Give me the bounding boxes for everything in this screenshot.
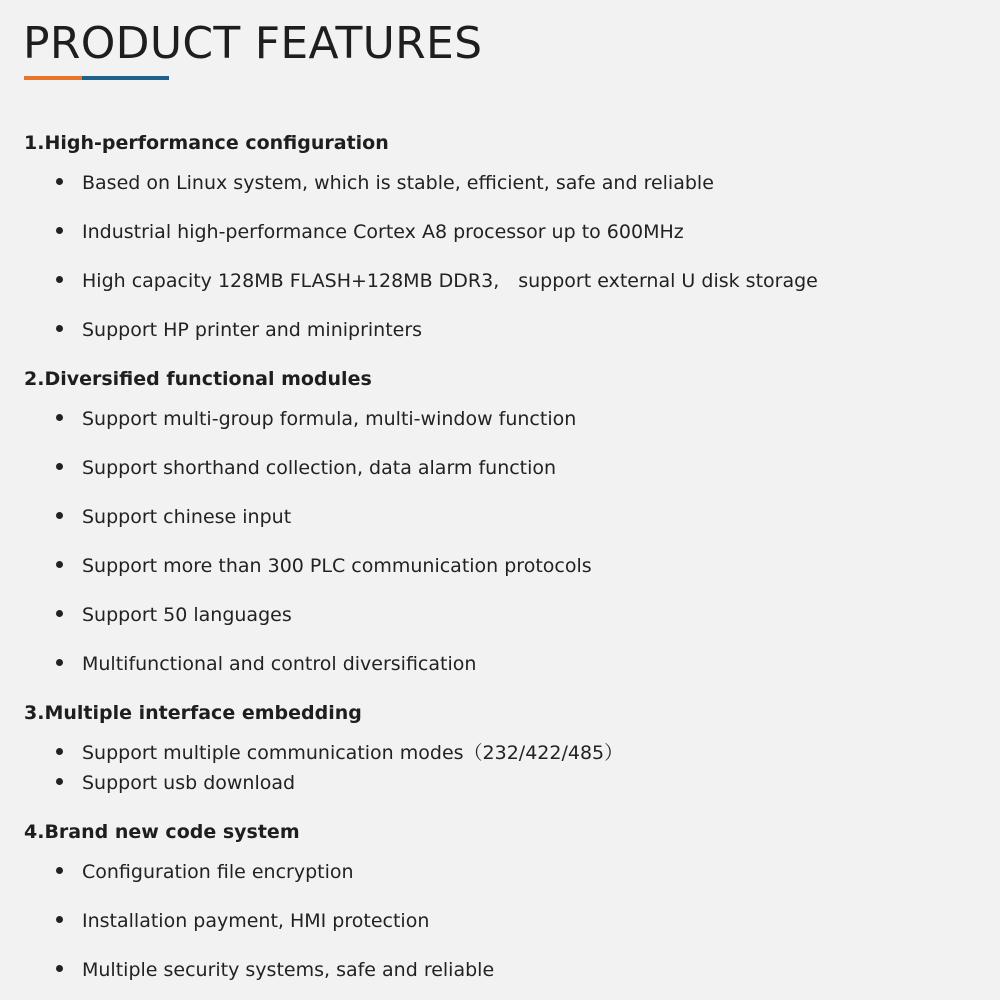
list-item: Support usb download	[56, 770, 295, 796]
bullet-dot-icon	[56, 867, 63, 874]
bullet-dot-icon	[56, 965, 63, 972]
list-item: Multifunctional and control diversification	[56, 651, 476, 677]
list-item: Based on Linux system, which is stable, efficient, safe and reliable	[56, 170, 714, 196]
list-item: Multiple security systems, safe and reliable	[56, 957, 494, 983]
bullet-dot-icon	[56, 463, 63, 470]
section-heading-2: 2.Diversified functional modules	[24, 368, 372, 390]
bullet-dot-icon	[56, 610, 63, 617]
list-item: Configuration file encryption	[56, 859, 354, 885]
list-item: Support multi-group formula, multi-window function	[56, 406, 576, 432]
underline-blue-segment	[82, 76, 169, 80]
page-title: PRODUCT FEATURES	[23, 18, 483, 69]
underline-orange-segment	[24, 76, 82, 80]
list-item: Support 50 languages	[56, 602, 292, 628]
list-item: Support HP printer and miniprinters	[56, 317, 422, 343]
section-heading-1: 1.High-performance configuration	[24, 132, 389, 154]
bullet-dot-icon	[56, 561, 63, 568]
list-item: High capacity 128MB FLASH+128MB DDR3, support external U disk storage	[56, 268, 818, 294]
list-item: Industrial high-performance Cortex A8 processor up to 600MHz	[56, 219, 684, 245]
bullet-dot-icon	[56, 916, 63, 923]
bullet-dot-icon	[56, 325, 63, 332]
bullet-dot-icon	[56, 778, 63, 785]
bullet-dot-icon	[56, 748, 63, 755]
list-item: Support chinese input	[56, 504, 291, 530]
bullet-dot-icon	[56, 178, 63, 185]
list-item: Support multiple communication modes（232/422/485）	[56, 740, 623, 766]
list-item: Support shorthand collection, data alarm function	[56, 455, 556, 481]
bullet-dot-icon	[56, 512, 63, 519]
title-underline	[24, 76, 169, 80]
bullet-dot-icon	[56, 414, 63, 421]
section-heading-3: 3.Multiple interface embedding	[24, 702, 362, 724]
bullet-dot-icon	[56, 227, 63, 234]
bullet-dot-icon	[56, 276, 63, 283]
section-heading-4: 4.Brand new code system	[24, 821, 300, 843]
list-item: Support more than 300 PLC communication protocols	[56, 553, 592, 579]
list-item: Installation payment, HMI protection	[56, 908, 429, 934]
bullet-dot-icon	[56, 659, 63, 666]
